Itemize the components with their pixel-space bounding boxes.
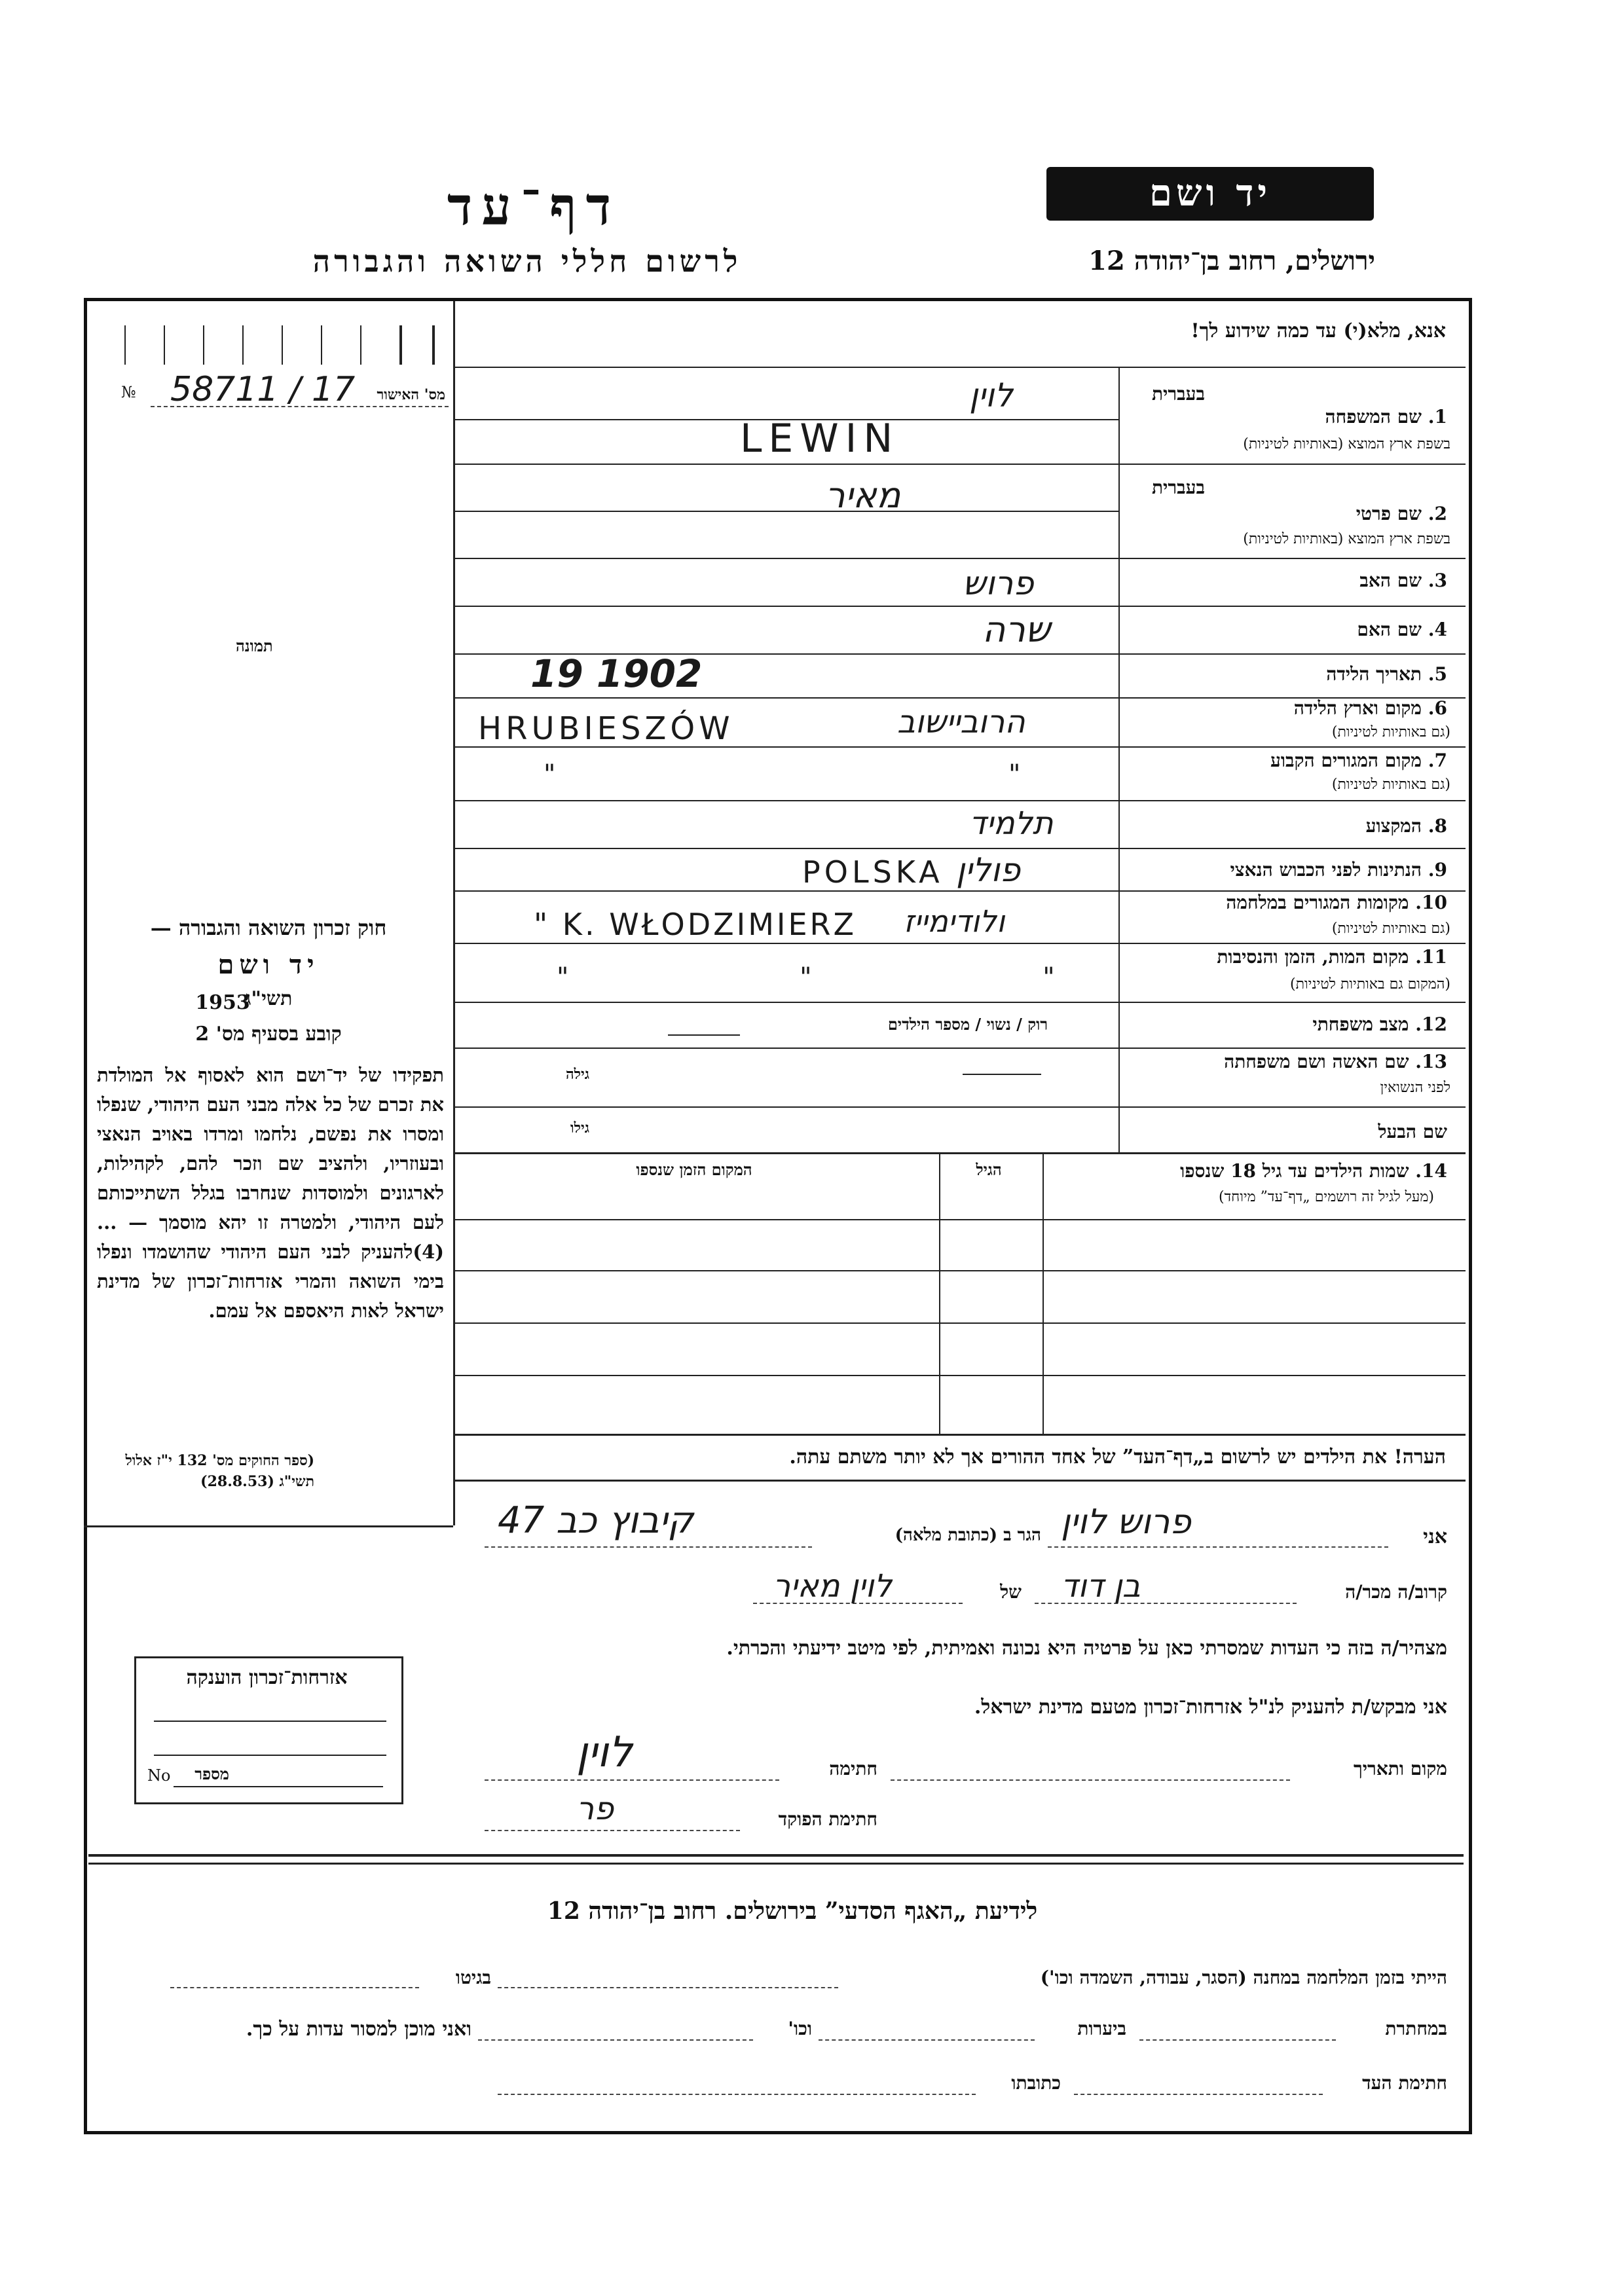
bottom-title: לידיעת „האגף הסדעי” בירושלים. רחוב בן־יהודה 12 bbox=[547, 1897, 1038, 1925]
decl-ani: אני bbox=[1423, 1525, 1447, 1548]
field-8-value: תלמיד bbox=[969, 805, 1054, 842]
field-13-stroke bbox=[963, 1074, 1041, 1075]
law-source: (ספר החוקים מס' 132 י"ז אלול תשי"ג (28.8.53) bbox=[125, 1452, 314, 1490]
field-5-value: 19 1902 bbox=[530, 651, 703, 696]
children-sub: (מעל לגיל זה רושמים „דף־עד” מיוחד) bbox=[1219, 1189, 1434, 1205]
decl-place-date: מקום ותאריך bbox=[1353, 1758, 1447, 1779]
decl-line1: מצהיר/ה בזה כי העדות שמסרתי כאן על פרטיה היא נכונה ואמיתית, לפי מיטב ידיעתי והכרתי. bbox=[726, 1637, 1447, 1660]
field-6-value-latin: HRUBIESZÓW bbox=[478, 710, 734, 747]
decl-name: פרוש לוין bbox=[1061, 1503, 1191, 1542]
remark-text: הערה! את הילדים יש לרשום ב„דף־העד” של אחד ההורים אך לא יותר משתם עתה. bbox=[789, 1446, 1446, 1468]
field-4-label: 4. שם האם bbox=[1357, 619, 1447, 640]
husband-label: שם הבעל bbox=[1378, 1121, 1447, 1142]
children-col-place: המקום הזמן שנספו bbox=[636, 1160, 752, 1179]
children-col-divider-1 bbox=[1043, 1152, 1044, 1434]
bottom-line2-a: במחתרת bbox=[1385, 2018, 1447, 2039]
bottom-separator-2 bbox=[88, 1863, 1464, 1865]
left-column-divider bbox=[453, 301, 455, 1525]
field-12-label: 12. מצב משפחתי bbox=[1312, 1013, 1447, 1035]
intro-underline bbox=[453, 367, 1466, 368]
law-name: יד ושם bbox=[217, 949, 320, 980]
field-11-label: 11. מקום המות, הזמן והנסיבות bbox=[1217, 946, 1447, 968]
field-10-sub: (גם באותיות לטיניות) bbox=[1331, 920, 1450, 937]
field-6-label: 6. מקום וארץ הלידה bbox=[1293, 697, 1447, 719]
law-year: תשי"ג bbox=[244, 987, 293, 1010]
law-text: תפקידו של יד־ושם הוא לאסוף אל המולדת את זכרם של כל אלה מבני העם היהודי, שנפלו ומסרו את נפשם, נלחמו ומרדו באויב הנאצי ובעוזריו, ולהציב שם וזכר להם, לקהילות, לארגונים ולמוסדות שנחרבו בגלל השתייכותם לעם היהודי, ולמטרה זו יהא מוסמך — ...(4)להעניק לבני העם היהודי שהושמדו ונפלו בימי השואה והמרי אזרחות־זכרון של מדינת ישראל לאות היאספם אל עמם. bbox=[97, 1064, 444, 1322]
law-year-num: 1953 bbox=[195, 991, 250, 1014]
field-7-label: 7. מקום המגורים הקבוע bbox=[1270, 750, 1447, 771]
field-1-value-latin: LEWIN bbox=[740, 416, 900, 462]
logo-text: יד ושם bbox=[1149, 172, 1272, 215]
citizenship-number-label: מספר bbox=[194, 1764, 229, 1783]
serial-mark: № bbox=[121, 383, 136, 401]
decl-of-name: לוין מאיר bbox=[773, 1568, 892, 1605]
barcode-marks bbox=[124, 325, 439, 365]
field-2-sub: בשפת ארץ המוצא (באותיות לטיניות) bbox=[1243, 531, 1450, 547]
field-5-label: 5. תאריך הלידה bbox=[1326, 663, 1447, 685]
field-13-label: 13. שם האשה ושם משפחתה bbox=[1224, 1051, 1447, 1072]
law-box-bottom bbox=[84, 1525, 453, 1527]
field-7-value-latin: " bbox=[544, 759, 556, 790]
field-1-tag: בעברית bbox=[1151, 383, 1205, 405]
form-subtitle: לרשום חללי השואה והגבורה bbox=[312, 244, 742, 279]
bottom-line2-b: ביערות bbox=[1077, 2018, 1126, 2039]
field-7-sub: (גם באותיות לטיניות) bbox=[1331, 776, 1450, 793]
field-1-value-hebrew: לוין bbox=[969, 376, 1013, 414]
husband-age: גילו bbox=[570, 1120, 589, 1137]
field-6-value-hebrew: הרוביישוב bbox=[897, 704, 1025, 740]
field-13-age: גילה bbox=[566, 1066, 589, 1083]
field-11-value: " " " bbox=[557, 962, 1166, 993]
law-title: חוק זכרון השואה והגבורה — bbox=[150, 915, 387, 940]
field-10-value-latin: " K. WŁODZIMIERZ bbox=[534, 907, 857, 942]
citizenship-mark: No bbox=[147, 1766, 171, 1785]
field-9-value-hebrew: פולין bbox=[956, 851, 1021, 889]
serial-underline bbox=[151, 406, 449, 407]
decl-relative-label: קרוב/ה מכר/ה bbox=[1345, 1581, 1447, 1603]
children-col-divider-2 bbox=[939, 1152, 940, 1434]
field-10-value-hebrew: ולודימייז bbox=[904, 903, 1005, 939]
decl-clerk-signature: חתימת הפוקד bbox=[778, 1808, 877, 1830]
field-7-value-hebrew: " bbox=[1008, 759, 1021, 790]
field-12-options: רוק / נשוי / מספר הילדים bbox=[887, 1015, 1048, 1034]
field-2-label: 2. שם פרטי bbox=[1356, 503, 1447, 524]
field-1-sub: בשפת ארץ המוצא (באותיות לטיניות) bbox=[1243, 436, 1450, 452]
field-10-label: 10. מקומות המגורים במלחמה bbox=[1226, 892, 1447, 913]
field-8-label: 8. המקצוע bbox=[1365, 815, 1447, 837]
photo-label: תמונה bbox=[236, 636, 273, 655]
field-1-label: 1. שם המשפחה bbox=[1325, 406, 1447, 428]
decl-line2: אני מבקש/ת להעניק לנ"ל אזרחות־זכרון מטעם מדינת ישראל. bbox=[974, 1696, 1447, 1719]
field-13-sub: לפני הנשואין bbox=[1380, 1080, 1450, 1096]
field-9-label: 9. הנתינות לפני הכבוש הנאצי bbox=[1230, 859, 1447, 881]
children-col-age: הגיל bbox=[976, 1160, 1002, 1179]
field-9-value-latin: POLSKA bbox=[802, 854, 944, 890]
header-address: ירושלים, רחוב בן־יהודה 12 bbox=[1088, 246, 1375, 276]
decl-address-label: הגר ב (כתובת מלאה) bbox=[895, 1525, 1041, 1545]
field-11-sub: (המקום גם באותיות לטיניות) bbox=[1290, 976, 1450, 993]
children-title: 14. שמות הילדים עד גיל 18 שנספו bbox=[1180, 1160, 1447, 1182]
serial-label: מס' האישור bbox=[377, 386, 445, 403]
field-2-tag: בעברית bbox=[1151, 477, 1205, 498]
field-4-value: שרה bbox=[982, 609, 1051, 650]
bottom-line2-c: וכו' bbox=[788, 2018, 812, 2039]
decl-signature-label: חתימה bbox=[829, 1758, 877, 1779]
intro-text: אנא, מלא(י) עד כמה שידוע לך! bbox=[1190, 319, 1446, 342]
field-3-label: 3. שם האב bbox=[1359, 570, 1447, 591]
citizenship-title: אזרחות־זכרון הוענקה bbox=[186, 1666, 348, 1689]
decl-address: קיבוץ כב 47 bbox=[498, 1499, 693, 1542]
field-6-sub: (גם באותיות לטיניות) bbox=[1331, 724, 1450, 740]
decl-relative: בן דוד bbox=[1061, 1568, 1141, 1605]
law-clause: קובע בסעיף מס' 2 bbox=[195, 1023, 342, 1046]
field-2-value-hebrew: מאיר bbox=[825, 475, 901, 516]
bottom-line2-d: ואני מוכן למסור עדות על כך. bbox=[246, 2018, 471, 2041]
label-column-divider bbox=[1118, 367, 1120, 1152]
bottom-line1-a: הייתי בזמן המלחמה במחנה (הסגר, עבודה, השמדה וכו') bbox=[1040, 1967, 1447, 1988]
decl-clerk-hw: פר bbox=[576, 1791, 614, 1827]
form-title: דף־עד bbox=[447, 175, 621, 237]
field-12-children-line bbox=[668, 1034, 740, 1036]
decl-signature: לוין bbox=[576, 1728, 633, 1777]
decl-of: של bbox=[1000, 1581, 1022, 1603]
bottom-line3-a: חתימת העד bbox=[1362, 2072, 1447, 2094]
bottom-line1-b: בגיטו bbox=[455, 1967, 491, 1988]
field-3-value: פרוש bbox=[963, 564, 1034, 602]
bottom-separator-1 bbox=[88, 1854, 1464, 1857]
serial-value: 58711 / 17 bbox=[170, 370, 356, 409]
bottom-line3-b: כתובתו bbox=[1011, 2072, 1061, 2094]
